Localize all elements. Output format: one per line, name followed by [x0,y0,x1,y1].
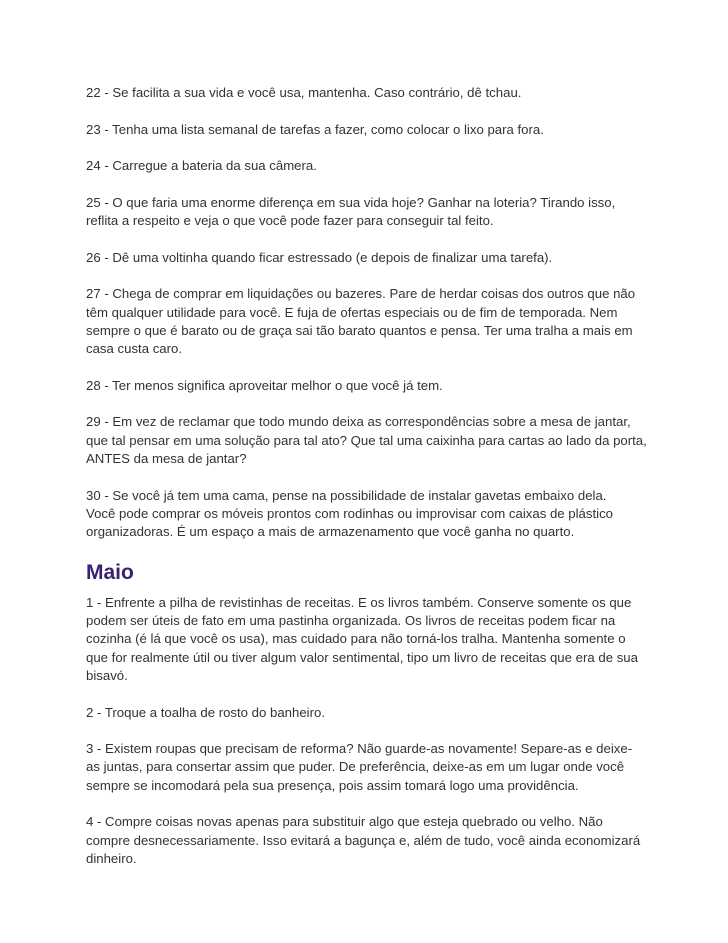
list-item: 22 - Se facilita a sua vida e você usa, mantenha. Caso contrário, dê tchau. [86,85,522,100]
list-item: 4 - Compre coisas novas apenas para substituir algo que esteja quebrado ou velho. Não compre desnecessariamente. Isso evitará a bagunça e, além de tudo, você ainda economizará dinheiro. [86,814,641,866]
list-item: 30 - Se você já tem uma cama, pense na possibilidade de instalar gavetas embaixo dela. Você pode comprar os móveis prontos com rodinhas ou improvisar com caixas de plástico organizadoras. É um espaço a mais de armazenamento que você ganha no quarto. [86,487,614,540]
list-item: 25 - O que faria uma enorme diferença em sua vida hoje? Ganhar na loteria? Tirando isso, reflita a respeito e veja o que você pode fazer para conseguir tal feito. [86,194,616,229]
list-item: 27 - Chega de comprar em liquidações ou bazeres. Pare de herdar coisas dos outros que não têm qualquer utilidade para você. E fuja de ofertas especiais ou de fim de temporada. Nem sempre o que é barato ou de graça sai tão barato quantos e pensa. Ter uma tralha a mais em casa custa caro. [86,286,636,357]
document-page [86,84,656,886]
list-item: 2 - Troque a toalha de rosto do banheiro. [86,704,326,720]
list-item: 3 - Existem roupas que precisam de reforma? Não guarde-as novamente! Separe-as e deixe- as juntas, para consertar assim que puder. De preferência, deixe-as em um lugar onde você sempre se incomodará pela sua presença, pois assim tomará logo uma providência. [86,741,633,793]
list-item: 29 - Em vez de reclamar que todo mundo deixa as correspondências sobre a mesa de jantar, que tal pensar em uma solução para tal ato? Que tal uma caixinha para cartas ao lado da porta, ANTES da mesa de jantar? [86,414,647,466]
list-item: 26 - Dê uma voltinha quando ficar estressado (e depois de finalizar uma tarefa). [86,249,553,265]
list-item: 23 - Tenha uma lista semanal de tarefas a fazer, como colocar o lixo para fora. [86,121,544,137]
list-item: 1 - Enfrente a pilha de revistinhas de receitas. E os livros também. Conserve somente os que podem ser úteis de fato em uma pastinha organizada. Os livros de receitas podem ficar na cozinha (é lá que você os usa), mas cuidado para não torná-los tralha. Mantenha somente o que for realmente útil ou tiver algum valor sentimental, tipo um livro de receitas que era de sua bisavó. [86,594,638,683]
list-item: 24 - Carregue a bateria da sua câmera. [86,158,317,174]
list-item: 28 - Ter menos significa aproveitar melhor o que você já tem. [86,377,443,393]
section-heading: Maio [86,560,134,584]
